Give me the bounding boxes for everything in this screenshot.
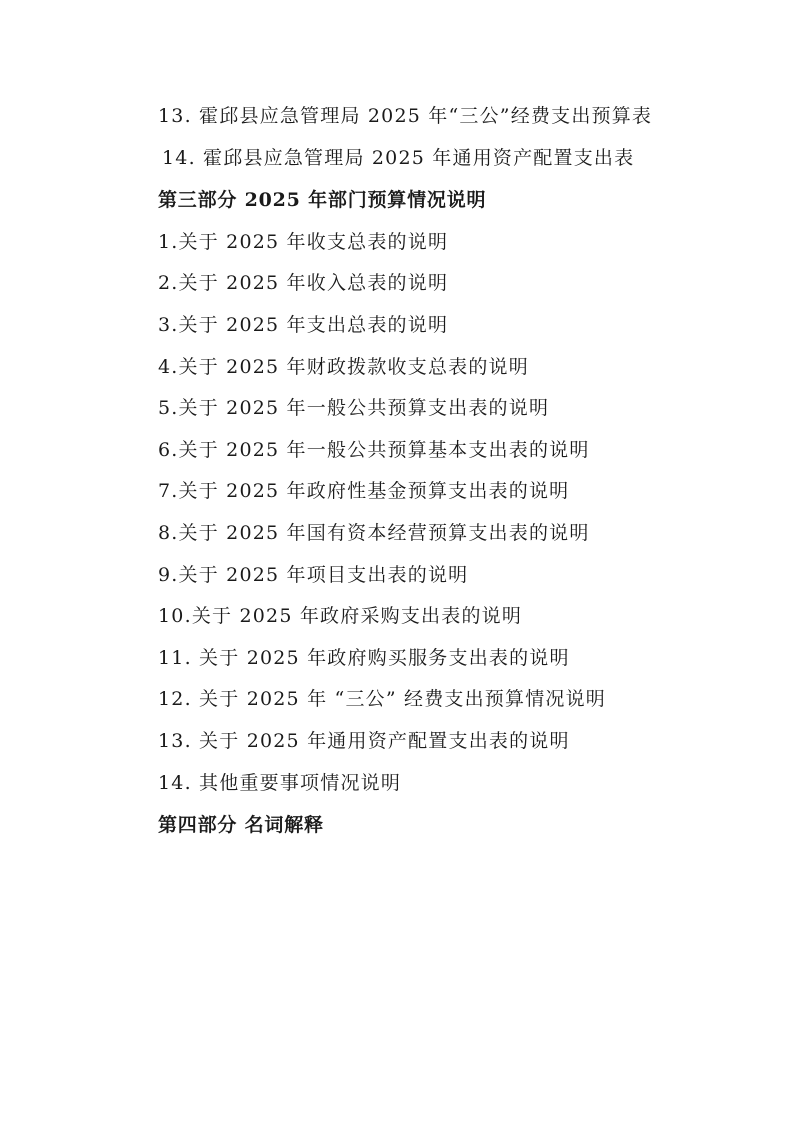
toc-item: 3.关于 2025 年支出总表的说明 (158, 314, 449, 336)
toc-item: 6.关于 2025 年一般公共预算基本支出表的说明 (158, 439, 590, 461)
toc-item: 2.关于 2025 年收入总表的说明 (158, 272, 449, 294)
toc-item: 12. 关于 2025 年 “三公” 经费支出预算情况说明 (158, 688, 606, 710)
toc-item: 14. 霍邱县应急管理局 2025 年通用资产配置支出表 (162, 147, 635, 169)
toc-item: 1.关于 2025 年收支总表的说明 (158, 231, 449, 253)
toc-item: 11. 关于 2025 年政府购买服务支出表的说明 (158, 647, 570, 669)
toc-item: 9.关于 2025 年项目支出表的说明 (158, 564, 469, 586)
section-heading-part4: 第四部分 名词解释 (158, 814, 324, 836)
toc-item: 14. 其他重要事项情况说明 (158, 772, 402, 794)
toc-item: 7.关于 2025 年政府性基金预算支出表的说明 (158, 480, 570, 502)
toc-item: 8.关于 2025 年国有资本经营预算支出表的说明 (158, 522, 590, 544)
section-heading-part3: 第三部分 2025 年部门预算情况说明 (158, 189, 487, 211)
toc-item: 4.关于 2025 年财政拨款收支总表的说明 (158, 356, 529, 378)
toc-item: 13. 霍邱县应急管理局 2025 年“三公”经费支出预算表 (158, 105, 653, 127)
toc-item: 13. 关于 2025 年通用资产配置支出表的说明 (158, 730, 570, 752)
toc-item: 10.关于 2025 年政府采购支出表的说明 (158, 605, 523, 627)
toc-item: 5.关于 2025 年一般公共预算支出表的说明 (158, 397, 550, 419)
